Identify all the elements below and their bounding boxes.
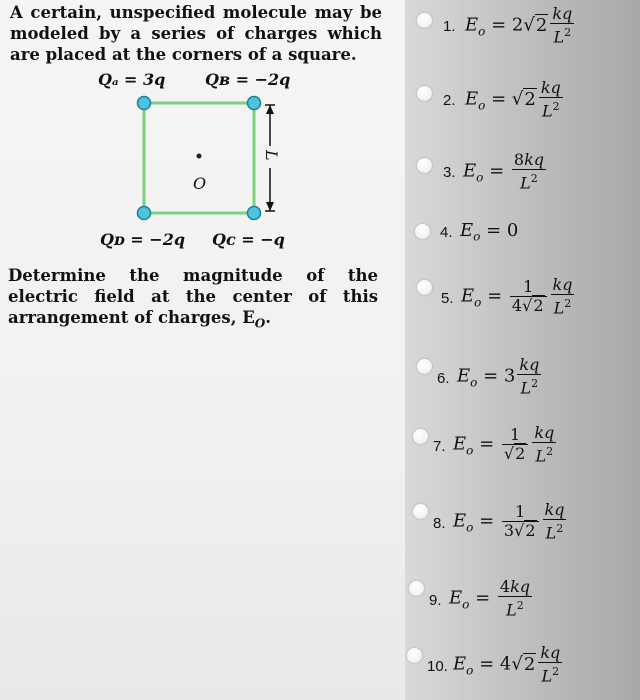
option-number: 4. (440, 224, 453, 241)
answer-option-3[interactable] (405, 142, 640, 202)
radio-option-7[interactable] (413, 429, 428, 444)
charge-a-dot (138, 97, 151, 110)
problem-intro: A certain, unspecified molecule may be modeled by a series of charges which are placed at the corners of a square. (10, 3, 382, 64)
answer-option-9[interactable] (405, 572, 640, 632)
radio-option-3[interactable] (417, 158, 432, 173)
answer-option-2[interactable] (405, 70, 640, 130)
option-formula: $E_o = 4√2$ $\frac{kq}{L^2}$ (453, 643, 561, 686)
option-number: 8. (433, 515, 446, 532)
radio-option-5[interactable] (417, 280, 432, 295)
question-subscript: O (254, 316, 266, 331)
answer-option-5[interactable] (405, 268, 640, 328)
dimension-arrow-bottom (266, 202, 274, 211)
charge-b-label: Qʙ = −2q (205, 70, 291, 89)
center-point (197, 154, 202, 159)
center-label: O (193, 174, 207, 193)
charge-d-label: Qᴅ = −2q (100, 230, 186, 249)
question-end: . (265, 308, 271, 327)
option-formula: $E_o = 3$ $\frac{kq}{L^2}$ (457, 355, 540, 398)
answer-option-6[interactable] (405, 350, 640, 410)
option-formula: $E_o$ = $\frac{1}{√2}$ $\frac{kq}{L^2}$ (453, 423, 555, 466)
answer-option-4[interactable] (405, 215, 640, 275)
option-formula: $E_o$ = $\frac{8kq}{L^2}$ (463, 150, 545, 193)
radio-option-4[interactable] (415, 224, 430, 239)
radio-option-1[interactable] (417, 13, 432, 28)
charge-square-diagram (120, 90, 310, 230)
question-body: Determine the magnitude of the electric field at the center of this arrangement of charges, E (8, 266, 378, 327)
radio-option-10[interactable] (407, 648, 422, 663)
option-formula: $E_o$ = $\frac{4kq}{L^2}$ (449, 577, 531, 620)
charge-b-dot (248, 97, 261, 110)
radio-option-6[interactable] (417, 359, 432, 374)
radio-option-2[interactable] (417, 86, 432, 101)
option-number: 7. (433, 438, 446, 455)
answer-option-1[interactable] (405, 0, 640, 60)
charge-d-dot (138, 207, 151, 220)
question-text (8, 265, 378, 334)
radio-option-8[interactable] (413, 504, 428, 519)
option-formula: $E_o = 0$ (460, 220, 519, 244)
option-number: 3. (443, 164, 456, 181)
option-number: 10. (427, 658, 448, 675)
dimension-arrow-top (266, 105, 274, 114)
option-formula: $E_o$ = $\frac{1}{3√2}$ $\frac{kq}{L^2}$ (453, 500, 565, 543)
option-formula: $E_o = √2$ $\frac{kq}{L^2}$ (465, 78, 561, 121)
option-number: 9. (429, 592, 442, 609)
answer-options-panel (405, 0, 640, 700)
side-length-label: L (262, 150, 281, 161)
option-number: 6. (437, 370, 450, 387)
answer-option-7[interactable] (405, 420, 640, 480)
option-formula: $E_o$ = $\frac{1}{4√2}$ $\frac{kq}{L^2}$ (461, 275, 573, 318)
option-number: 1. (443, 18, 456, 35)
charge-c-dot (248, 207, 261, 220)
radio-option-9[interactable] (409, 581, 424, 596)
option-number: 2. (443, 92, 456, 109)
charge-a-label: Qₐ = 3q (98, 70, 166, 89)
option-number: 5. (441, 290, 454, 307)
answer-option-10[interactable] (405, 640, 640, 700)
answer-option-8[interactable] (405, 495, 640, 555)
charge-c-label: Qᴄ = −q (212, 230, 285, 249)
option-formula: $E_o = 2√2$ $\frac{kq}{L^2}$ (465, 4, 573, 47)
